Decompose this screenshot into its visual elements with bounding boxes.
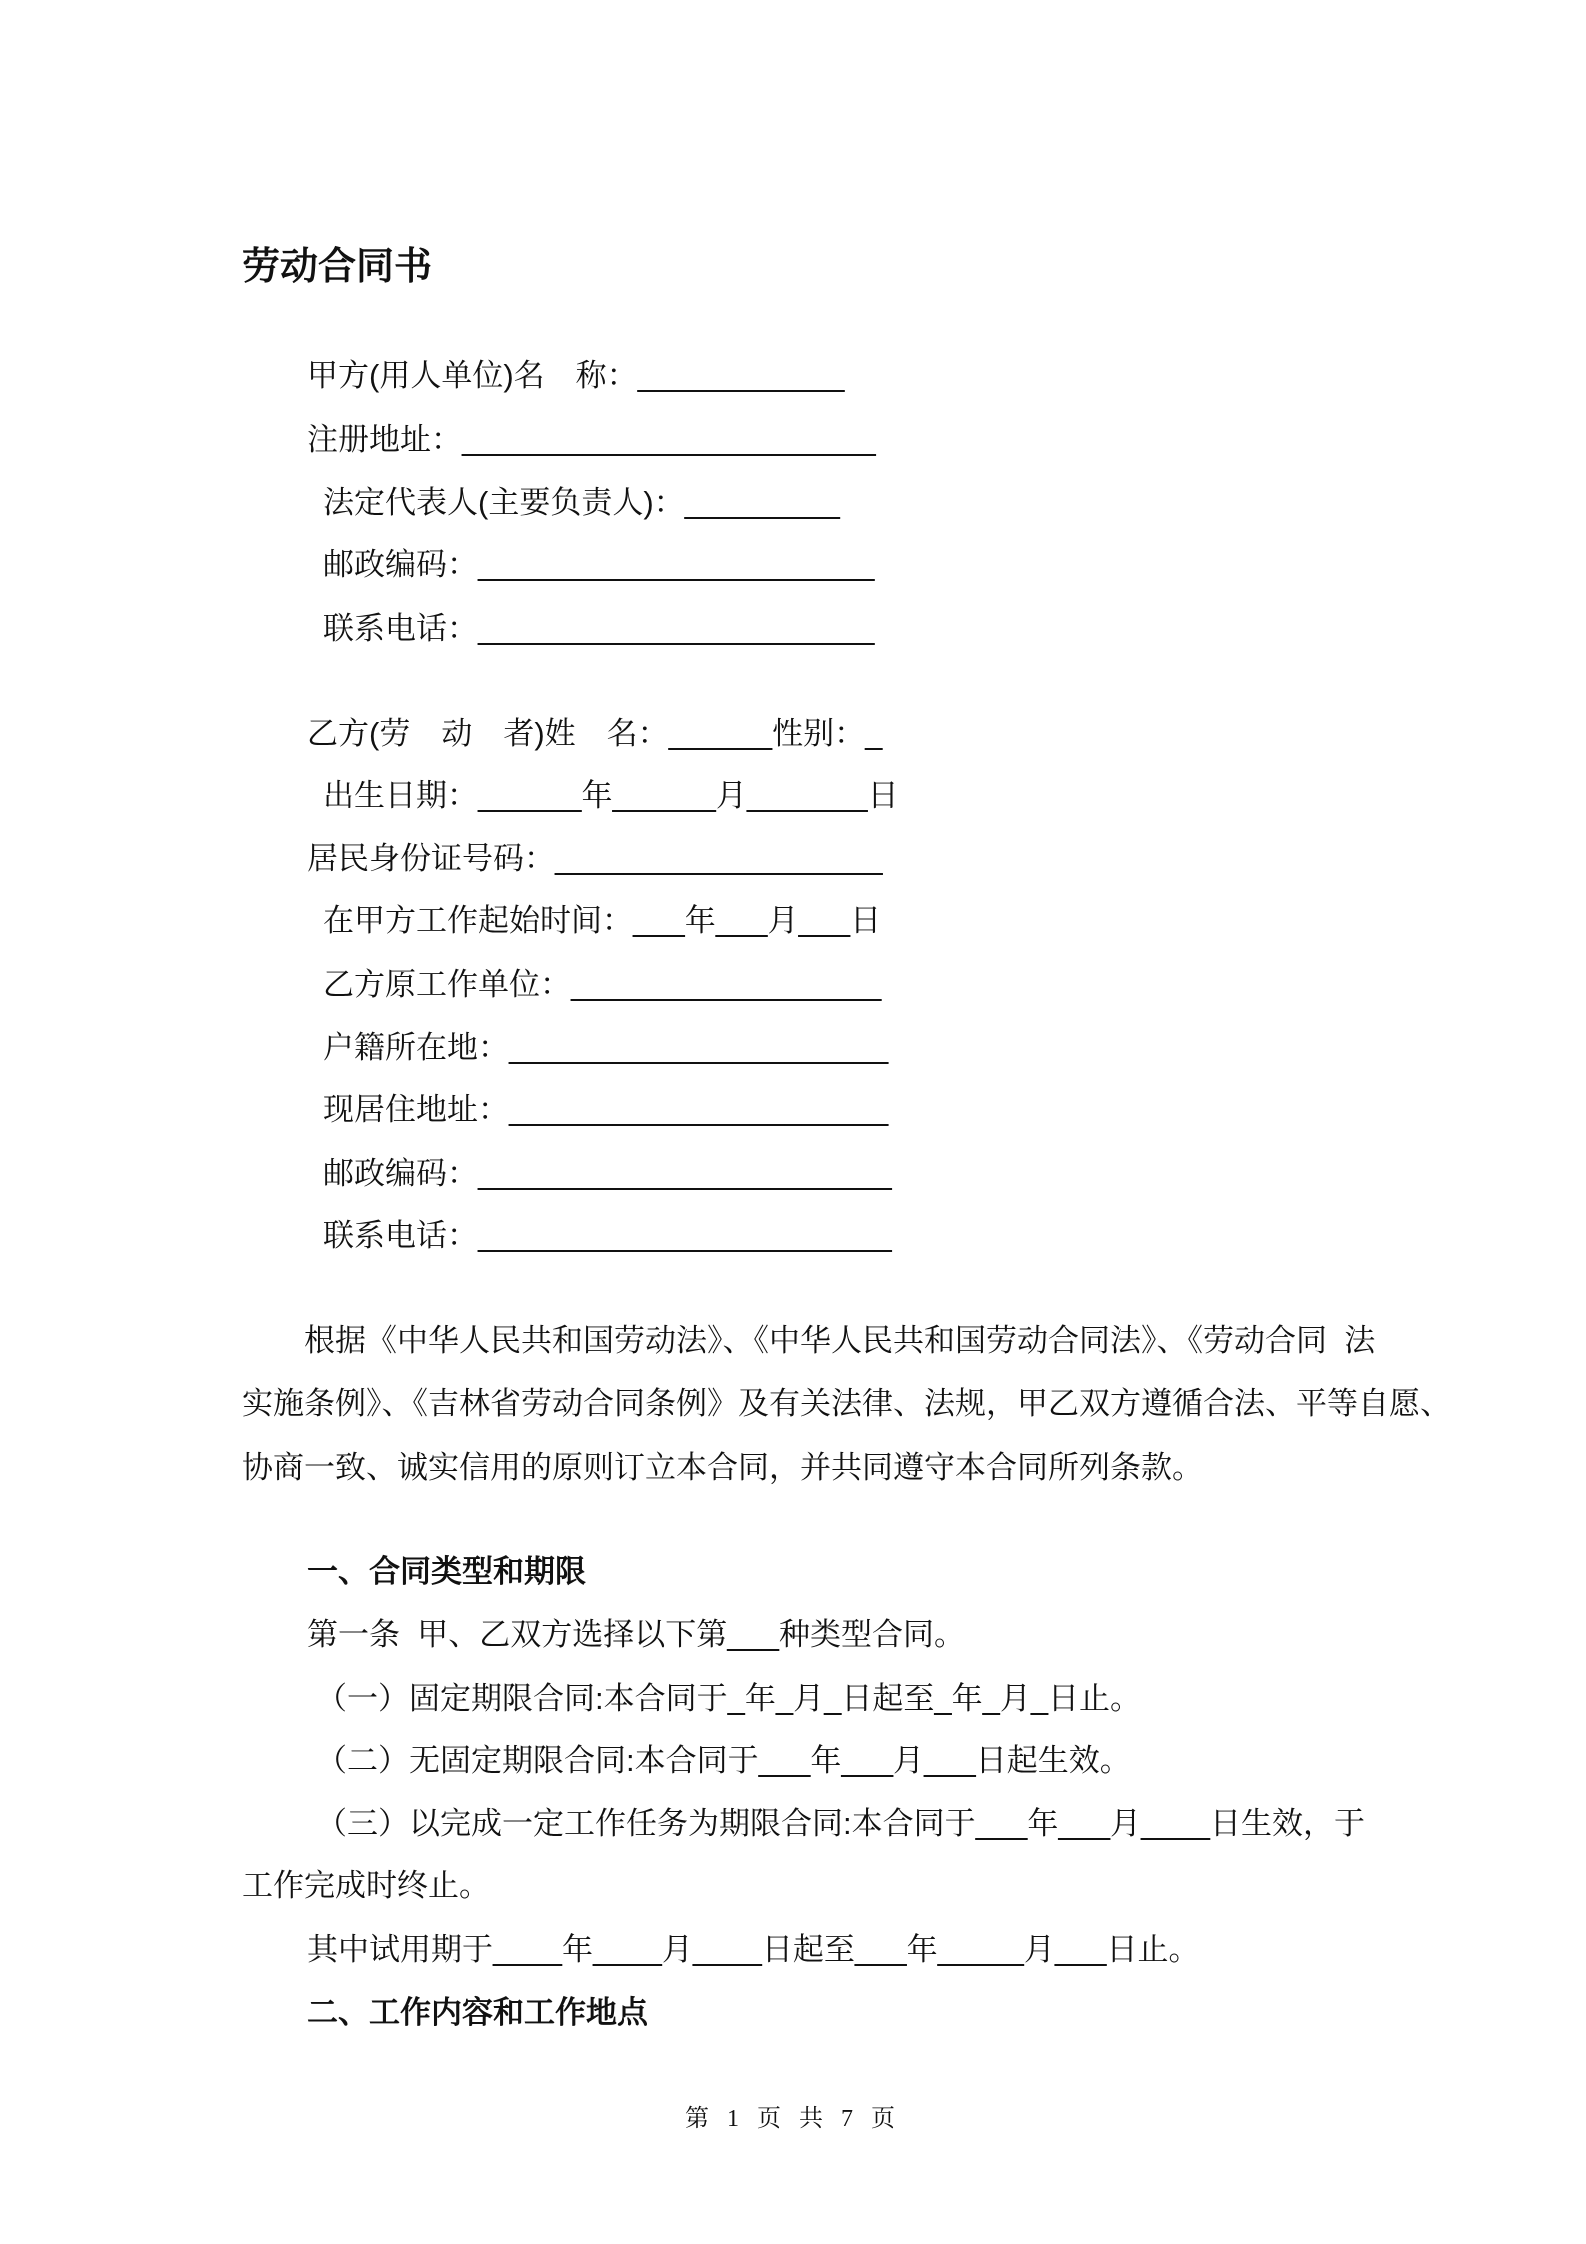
preamble-line: 实施条例》、《吉林省劳动合同条例》及有关法律、法规，甲乙双方遵循合法、平等自愿、 bbox=[242, 1386, 1451, 1421]
party-b-former-employer-field: 乙方原工作单位：__________________ bbox=[323, 967, 882, 1002]
preamble-line: 协商一致、诚实信用的原则订立本合同，并共同遵守本合同所列条款。 bbox=[242, 1450, 1203, 1485]
contract-type-2: （二）无固定期限合同:本合同于___年___月___日起生效。 bbox=[316, 1743, 1131, 1778]
party-b-id-field: 居民身份证号码：___________________ bbox=[307, 841, 883, 876]
party-a-representative-field: 法定代表人(主要负责人)：_________ bbox=[323, 485, 840, 520]
party-a-name-field: 甲方(用人单位)名 称：____________ bbox=[307, 358, 845, 393]
party-b-address-field: 现居住地址：______________________ bbox=[323, 1092, 889, 1127]
probation-period: 其中试用期于____年____月____日起至___年_____月___日止。 bbox=[307, 1932, 1200, 1967]
contract-type-3: （三）以完成一定工作任务为期限合同:本合同于___年___月____日生效，于 bbox=[316, 1806, 1366, 1841]
party-b-phone-field: 联系电话：________________________ bbox=[323, 1218, 892, 1253]
section-heading: 一、合同类型和期限 bbox=[307, 1554, 586, 1589]
page-number: 第 1 页 共 7 页 bbox=[685, 2106, 901, 2132]
party-b-postcode-field: 邮政编码：________________________ bbox=[323, 1156, 892, 1191]
party-a-phone-field: 联系电话：_______________________ bbox=[323, 611, 875, 646]
contract-type-1: （一）固定期限合同:本合同于_年_月_日起至_年_月_日止。 bbox=[316, 1681, 1142, 1716]
party-b-household-field: 户籍所在地：______________________ bbox=[323, 1030, 889, 1065]
party-b-start-date-field: 在甲方工作起始时间：___年___月___日 bbox=[323, 903, 882, 938]
party-a-address-field: 注册地址：________________________ bbox=[307, 422, 876, 457]
document-title: 劳动合同书 bbox=[242, 246, 433, 288]
preamble-line: 根据《中华人民共和国劳动法》、《中华人民共和国劳动合同法》、《劳动合同 法 bbox=[304, 1323, 1376, 1358]
article-1: 第一条 甲、乙双方选择以下第___种类型合同。 bbox=[307, 1617, 965, 1652]
party-a-postcode-field: 邮政编码：_______________________ bbox=[323, 547, 875, 582]
contract-type-3-continued: 工作完成时终止。 bbox=[242, 1868, 490, 1903]
section-heading: 二、工作内容和工作地点 bbox=[307, 1995, 648, 2030]
party-b-name-field: 乙方(劳 动 者)姓 名：______性别：_ bbox=[307, 716, 883, 751]
party-b-birthdate-field: 出生日期：______年______月_______日 bbox=[323, 778, 899, 813]
